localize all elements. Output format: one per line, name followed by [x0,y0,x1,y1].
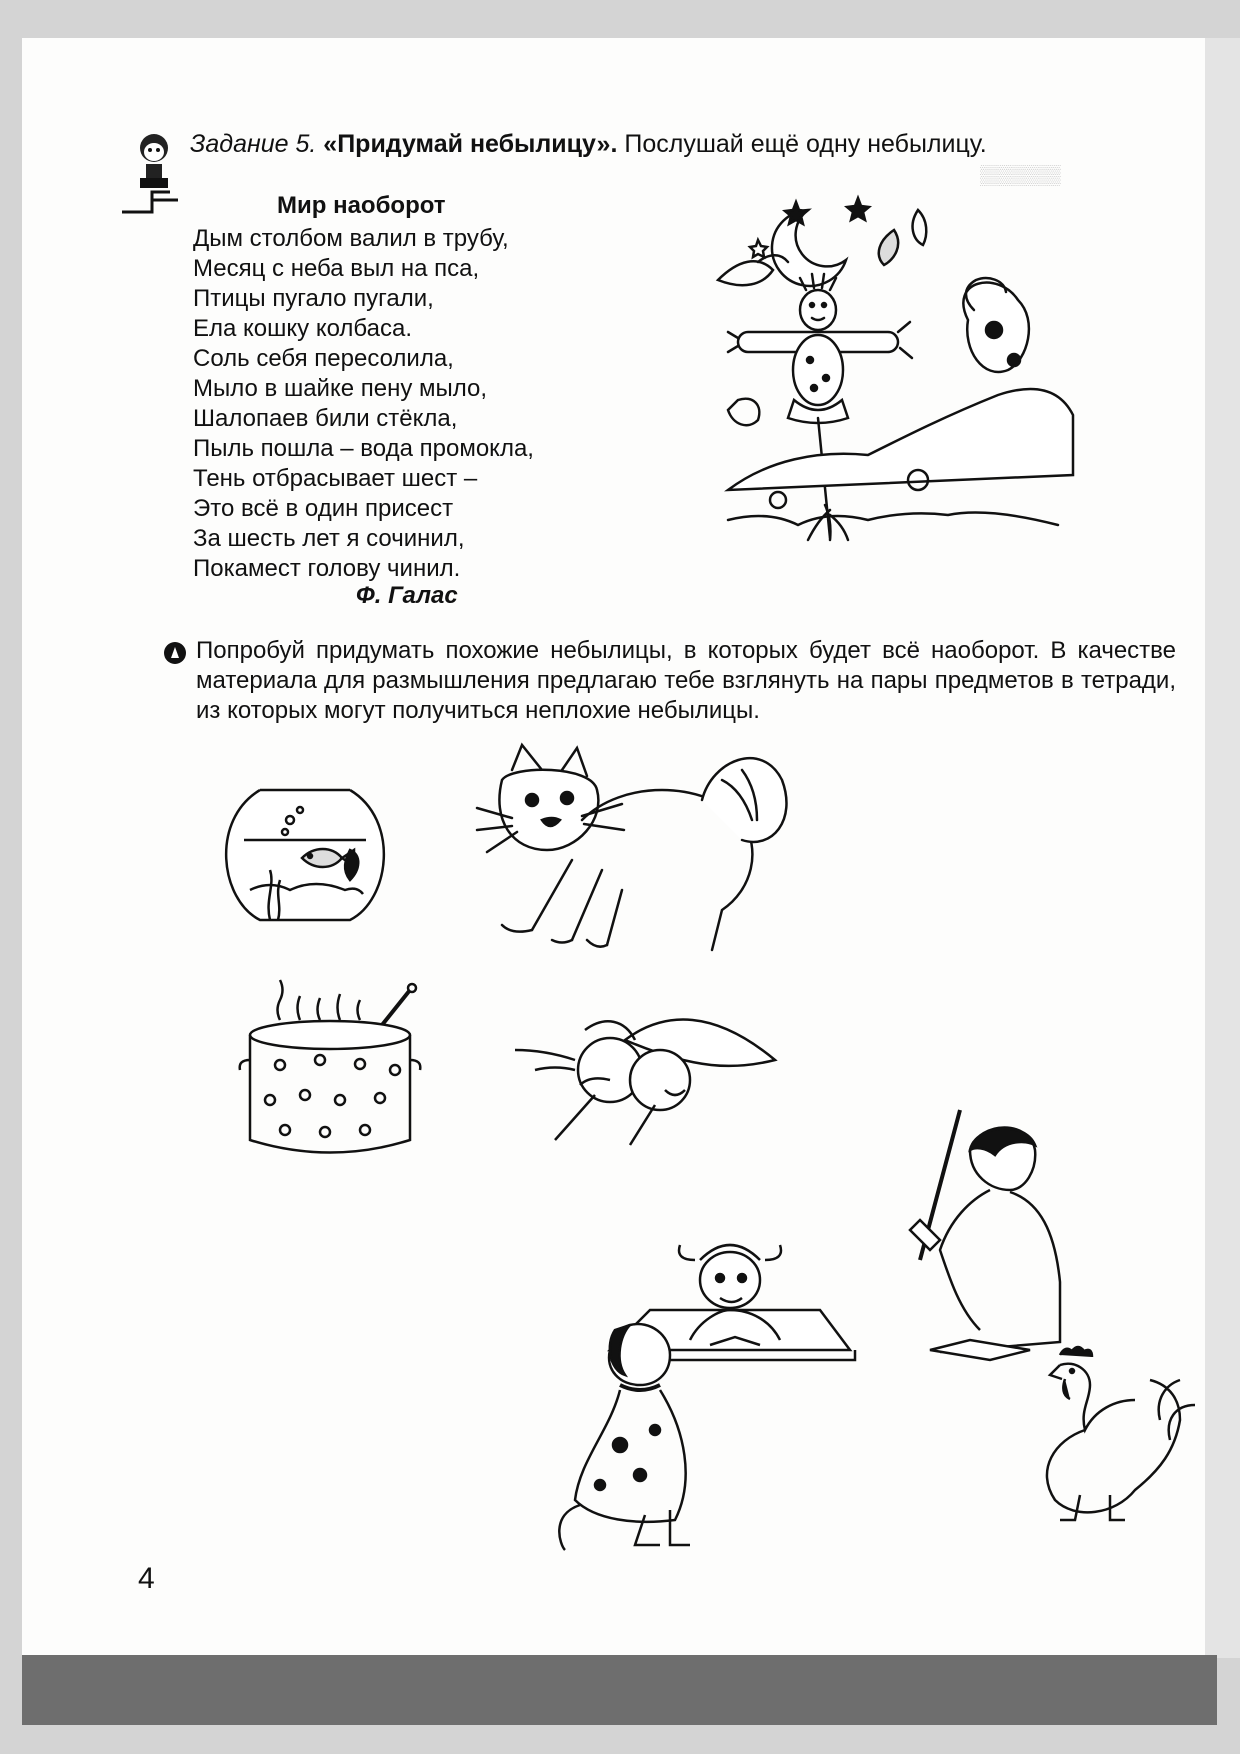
scarecrow-illustration [718,190,1073,570]
page-number: 4 [138,1562,155,1595]
rooster-illustration [1020,1345,1200,1525]
poem-author: Ф. Галас [356,582,458,609]
poem [193,224,534,584]
thinking-person-icon [120,126,182,218]
poem-line: Это всё в один присест [193,495,454,522]
poem-line: Шалопаев били стёкла, [193,405,458,432]
cat-illustration [472,740,792,955]
poem-line: Ела кошку колбаса. [193,315,412,342]
poem-line: Дым столбом валил в трубу, [193,225,509,252]
task-name: «Придумай небылицу». [323,130,618,158]
poem-line: Соль себя пересолила, [193,345,454,372]
bleed-through-decoration: ▒▒▒▒▒▒ [980,165,1061,186]
scan-bottom-border [22,1655,1217,1725]
poem-line: Птицы пугало пугали, [193,285,434,312]
poem-title: Мир наоборот [277,192,446,219]
poem-line: Пыль пошла – вода промокла, [193,435,534,462]
task-label: Задание 5. [190,130,317,158]
task-instruction: Послушай ещё одну небылицу. [624,130,987,158]
task-heading [190,130,987,159]
exercise-text: Попробуй придумать похожие небылицы, в которых будет всё наоборот. В качестве материала для размышления предлагаю тебе взглянуть на пары предметов в тетради, из которых могут получиться неплохие небылицы. [196,637,1176,724]
task-bullet-icon [163,641,187,665]
dog-illustration [560,1315,730,1555]
boiling-pot-illustration [240,980,430,1160]
poem-line: За шесть лет я сочинил, [193,525,465,552]
poem-line: Месяц с неба выл на пса, [193,255,480,282]
poem-line: Мыло в шайке пену мыло, [193,375,488,402]
poem-line: Покамест голову чинил. [193,555,461,582]
fishbowl-illustration [230,780,380,930]
page-edge [1205,38,1240,1658]
poem-line: Тень отбрасывает шест – [193,465,478,492]
